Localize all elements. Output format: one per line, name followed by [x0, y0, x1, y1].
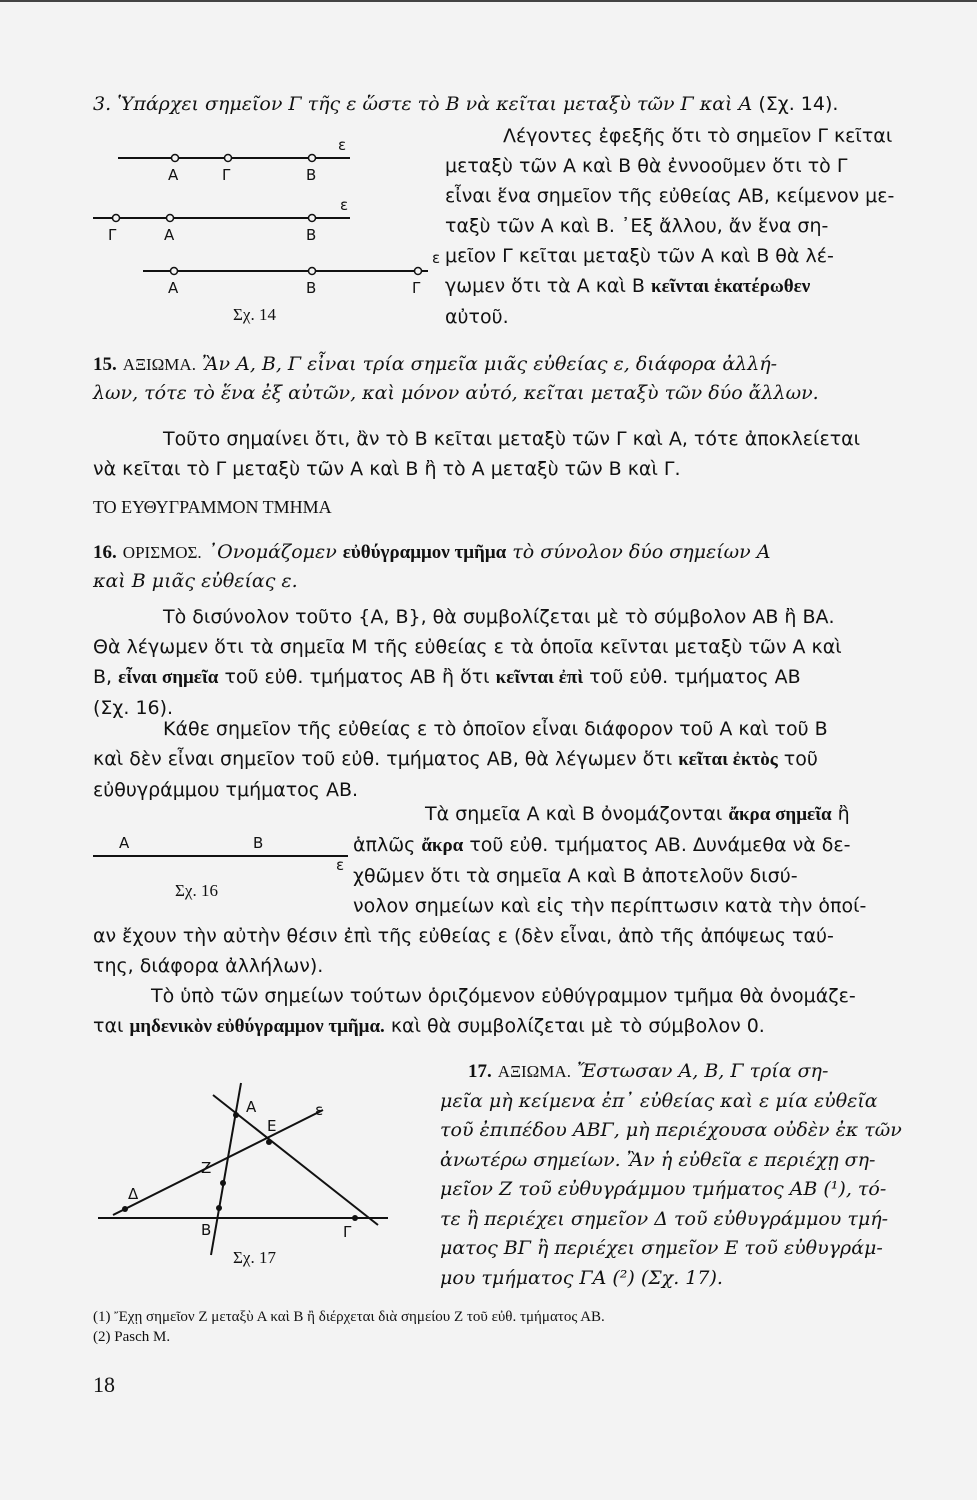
- section-heading: ΤΟ ΕΥΘΥΓΡΑΜΜΟΝ ΤΜΗΜΑ: [93, 497, 332, 517]
- between-line: Λέγοντες ἐφεξῆς ὅτι τὸ σημεῖον Γ κεῖται: [503, 125, 893, 147]
- axiom-15-explanation: Τοῦτο σημαίνει ὅτι, ἂν τὸ Β κεῖται μεταξὺ τῶν Γ καὶ Α, τότε ἀποκλείεται νὰ κεῖται τὸ Γ μεταξὺ τῶν Α καὶ Β ἢ τὸ Α μεταξὺ τῶν Β καὶ Γ.: [93, 428, 861, 480]
- axiom-15-title: ΑΞΙΩΜΑ.: [122, 355, 196, 374]
- def-16-paragraph-2: Κάθε σημεῖον τῆς εὐθείας ε τὸ ὁποῖον εἶναι διάφορον τοῦ Α καὶ τοῦ Β καὶ δὲν εἶναι σημεῖον τοῦ εὐθ. τμήματος ΑΒ, θὰ λέγωμεν ὅτι κεῖται ἐκτὸς τοῦ εὐθυγράμμου τμήματος ΑΒ.: [93, 718, 828, 801]
- between-paragraph: [445, 121, 937, 332]
- term-ekaterothen: κεῖνται ἑκατέρωθεν: [651, 276, 811, 297]
- item-3-statement: [93, 90, 943, 119]
- term-null-segment: μηδενικὸν εὐθύγραμμον τμῆμα.: [129, 1016, 385, 1037]
- between-line: μεταξὺ τῶν Α καὶ Β θὰ ἐννοοῦμεν ὅτι τὸ Γ: [445, 155, 848, 177]
- figure-17: [93, 1075, 433, 1275]
- fig14-label: Γ: [412, 279, 421, 297]
- fig14-caption: Σχ. 14: [233, 305, 276, 324]
- fig17-line-ab: [211, 1083, 241, 1255]
- fig17-label: ε: [315, 1101, 324, 1119]
- axiom-17-title: ΑΞΙΩΜΑ.: [497, 1062, 571, 1081]
- fig17-caption: Σχ. 17: [233, 1248, 276, 1267]
- footnote-2: (2) Pasch M.: [93, 1329, 171, 1345]
- axiom-17: 17. ΑΞΙΩΜΑ. Ἔστωσαν Α, Β, Γ τρία ση- μεῖα μὴ κείμενα ἐπ᾿ εὐθείας καὶ ε μία εὐθεῖα τοῦ ἐπιπέδου ΑΒΓ, μὴ περιέχουσα οὐδὲν ἐκ τῶν ἀνωτέρω σημείων. Ἂν ἡ εὐθεῖα ε περιέχῃ ση- μεῖον Ζ τοῦ εὐθυγράμμου τμήματος ΑΒ (¹), τό- τε ἢ περιέχει σημεῖον Δ τοῦ εὐθυγράμμου τμή- ματος ΒΓ ἢ περιέχει σημεῖον Ε τοῦ εὐθυγράμ- μου τμήματος ΓΑ (²) (Σχ. 17).: [440, 1060, 902, 1289]
- fig16-caption: Σχ. 16: [175, 881, 218, 900]
- fig17-label: Α: [246, 1098, 257, 1116]
- fig16-label: ε: [336, 856, 345, 874]
- definition-16: 16. ΟΡΙΣΜΟΣ. ᾿Ονομάζομεν εὐθύγραμμον τμῆμα τὸ σύνολον δύο σημείων Α καὶ Β μιᾶς εὐθείας ε.: [93, 541, 771, 592]
- def-16-paragraph-3: Τὰ σημεῖα Α καὶ Β ὀνομάζονται ἄκρα σημεῖα ἢ ἁπλῶς ἄκρα τοῦ εὐθ. τμήματος ΑΒ. Δυνάμεθα νὰ δε- χθῶμεν ὅτι τὰ σημεῖα Α καὶ Β ἀποτελοῦν δισύ- νολον σημείων καὶ εἰς τὴν περίπτωσιν κατὰ τὴν ὁποί- αν ἔχουν τὴν αὐτὴν θέσιν ἐπὶ τῆς εὐθείας ε (δὲν εἶναι, ἀπὸ τῆς ἀπόψεως ταύ- της, διάφορα ἀλλήλων).: [93, 803, 867, 977]
- between-line: εἶναι ἕνα σημεῖον τῆς εὐθείας ΑΒ, κείμενον με-: [445, 185, 895, 207]
- axiom-15: [93, 350, 938, 408]
- item-3-label: 3.: [93, 93, 112, 115]
- fig14-label: Γ: [108, 226, 117, 244]
- fig16-label: Β: [253, 834, 264, 852]
- fig14-label: Γ: [222, 166, 231, 184]
- fig14-label: Β: [306, 226, 317, 244]
- fig16-label: Α: [119, 834, 130, 852]
- fig14-label: Β: [306, 279, 317, 297]
- fig17-label: Δ: [128, 1185, 139, 1203]
- fig17-line-e: [113, 1110, 323, 1215]
- page-number: 18: [93, 1372, 115, 1397]
- fig17-label: Ε: [267, 1117, 277, 1135]
- axiom-15-line: Ἂν Α, Β, Γ εἶναι τρία σημεῖα μιᾶς εὐθείας ε, διάφορα ἀλλή-: [202, 353, 778, 375]
- fig14-label: Α: [164, 226, 175, 244]
- footnote-1: (1) Ἔχῃ σημεῖον Ζ μεταξὺ Α καὶ Β ἢ διέρχεται διὰ σημείου Ζ τοῦ εὐθ. τμήματος ΑΒ.: [93, 1309, 605, 1325]
- fig14-label: ε: [432, 249, 441, 267]
- axiom-15-number: 15.: [93, 354, 117, 375]
- fig17-label: Γ: [343, 1223, 352, 1241]
- fig14-label: ε: [338, 138, 347, 154]
- between-line: αὐτοῦ.: [445, 306, 509, 328]
- fig14-label: Β: [306, 166, 317, 184]
- item-3-ref: (Σχ. 14).: [758, 93, 839, 115]
- figure-14: [88, 138, 443, 338]
- axiom-15-line: λων, τότε τὸ ἕνα ἐξ αὐτῶν, καὶ μόνον αὐτό, κεῖται μεταξὺ τῶν δύο ἄλλων.: [93, 382, 819, 404]
- def-16-title: ΟΡΙΣΜΟΣ.: [122, 543, 202, 562]
- item-3-text: Ὑπάρχει σημεῖον Γ τῆς ε ὥστε τὸ Β νὰ κεῖται μεταξὺ τῶν Γ καὶ Α: [117, 93, 753, 115]
- def-16-number: 16.: [93, 542, 117, 563]
- between-line: μεῖον Γ κεῖται μεταξὺ τῶν Α καὶ Β θὰ λέ-: [445, 245, 834, 267]
- fig14-label: ε: [340, 196, 349, 214]
- between-line: ταξὺ τῶν Α καὶ Β. ᾿Εξ ἄλλου, ἄν ἕνα ση-: [445, 215, 829, 237]
- null-segment-paragraph: Τὸ ὑπὸ τῶν σημείων τούτων ὁριζόμενον εὐθύγραμμον τμῆμα θὰ ὀνομάζε- ται μηδενικὸν εὐθύγραμμον τμῆμα. καὶ θὰ συμβολίζεται μὲ τὸ σύμβολον 0.: [93, 985, 856, 1037]
- axiom-17-number: 17.: [468, 1061, 492, 1082]
- fig14-label: Α: [168, 279, 179, 297]
- fig17-label: Β: [201, 1221, 212, 1239]
- def-16-paragraph: Τὸ δισύνολον τοῦτο {Α, Β}, θὰ συμβολίζεται μὲ τὸ σύμβολον ΑΒ ἢ ΒΑ. Θὰ λέγωμεν ὅτι τὰ σημεῖα Μ τῆς εὐθείας ε τὰ ὁποῖα κεῖνται μεταξὺ τῶν Α καὶ Β, εἶναι σημεῖα τοῦ εὐθ. τμήματος ΑΒ ἢ ὅτι κεῖνται ἐπὶ τοῦ εὐθ. τμήματος ΑΒ (Σχ. 16).: [93, 606, 842, 719]
- between-line: γωμεν ὅτι τὰ Α καὶ Β κεῖνται ἑκατέρωθεν: [445, 275, 811, 297]
- fig14-label: Α: [168, 166, 179, 184]
- fig17-label: Ζ: [201, 1159, 212, 1177]
- term-segment: εὐθύγραμμον τμῆμα: [342, 542, 507, 563]
